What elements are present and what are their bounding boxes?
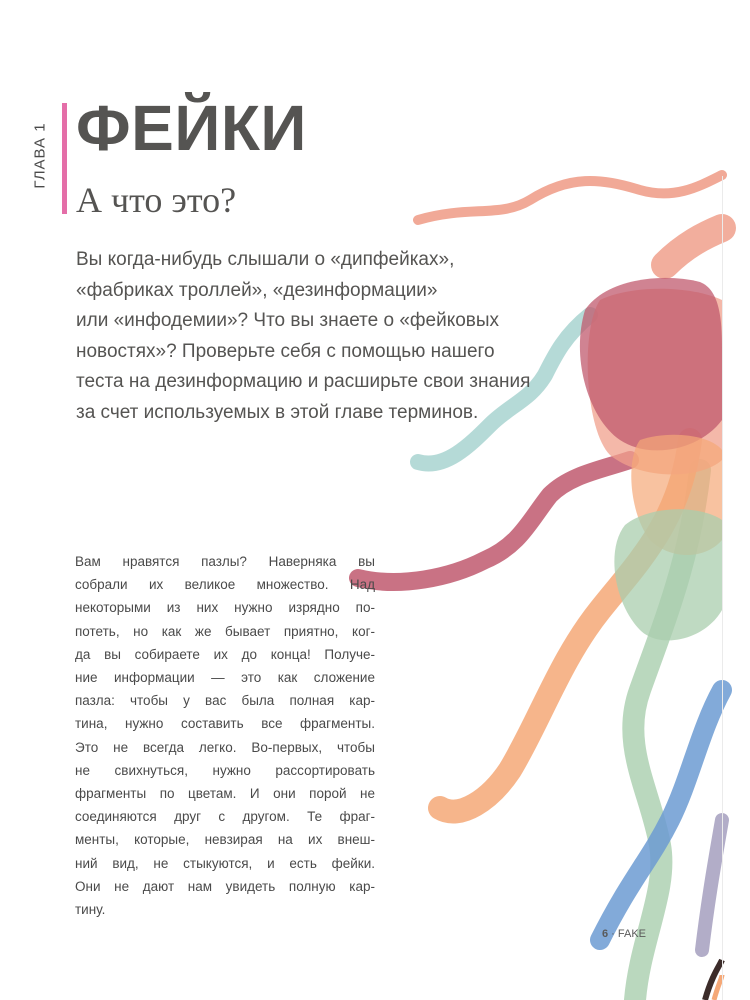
body-line: фрагменты по цветам. И они порой не	[75, 786, 375, 802]
body-line: ние информации — это как сложение	[75, 670, 375, 686]
body-line: тину.	[75, 902, 106, 918]
body-line: потеть, но как же бывает приятно, ког-	[75, 623, 375, 639]
salmon-top-tentacle	[418, 175, 722, 220]
chapter-label	[28, 100, 52, 210]
body-line: некоторыми из них нужно изрядно по-	[75, 600, 375, 616]
salmon-right-tentacle	[665, 228, 722, 265]
body-line: тина, нужно составить все фрагменты.	[75, 716, 375, 732]
body-paragraph	[75, 550, 375, 921]
green-blob	[614, 509, 722, 640]
body-line: ний вид, не стыкуются, и есть фейки.	[75, 855, 375, 871]
intro-paragraph	[76, 245, 531, 428]
body-line: Они не дают нам увидеть полную кар-	[75, 878, 375, 894]
intro-line: за счет используемых в этой главе терминов.	[76, 401, 479, 423]
page-title: ФЕЙКИ	[76, 92, 307, 164]
body-line: собрали их великое множество. Над	[75, 577, 375, 593]
page-footer	[602, 928, 646, 940]
book-title: FAKE	[617, 928, 646, 940]
page-edge-line	[722, 176, 723, 1000]
intro-line: новостях»? Проверьте себя с помощью нашего	[76, 340, 495, 362]
body-line: Вам нравятся пазлы? Наверняка вы	[75, 554, 375, 569]
page-number: 6	[601, 928, 609, 940]
body-line: Это не всегда легко. Во-первых, чтобы	[75, 739, 375, 755]
footer-separator: ·	[611, 928, 615, 940]
chapter-accent-bar	[62, 103, 67, 214]
crimson-tentacle	[358, 460, 630, 582]
body-line: менты, которые, невзирая на их внеш-	[75, 832, 375, 848]
lavender-tentacle	[702, 820, 722, 950]
intro-line: или «инфодемии»? Что вы знаете о «фейковых	[76, 310, 500, 331]
body-line: пазла: чтобы у вас была полная кар-	[75, 693, 375, 709]
chapter-label-text: ГЛАВА 1	[31, 121, 49, 189]
page-subtitle: А что это?	[76, 180, 237, 220]
body-line: соединяются друг с другом. Те фраг-	[75, 809, 375, 825]
intro-line: теста на дезинформацию и расширьте свои знания	[76, 371, 531, 392]
intro-line: «фабриках троллей», «дезинформации»	[76, 279, 438, 301]
body-line: да вы собираете их до конца! Получе-	[75, 646, 375, 662]
intro-line: Вы когда-нибудь слышали о «дипфейках»,	[76, 249, 455, 270]
body-line: не свихнуться, нужно рассортировать	[75, 762, 375, 778]
